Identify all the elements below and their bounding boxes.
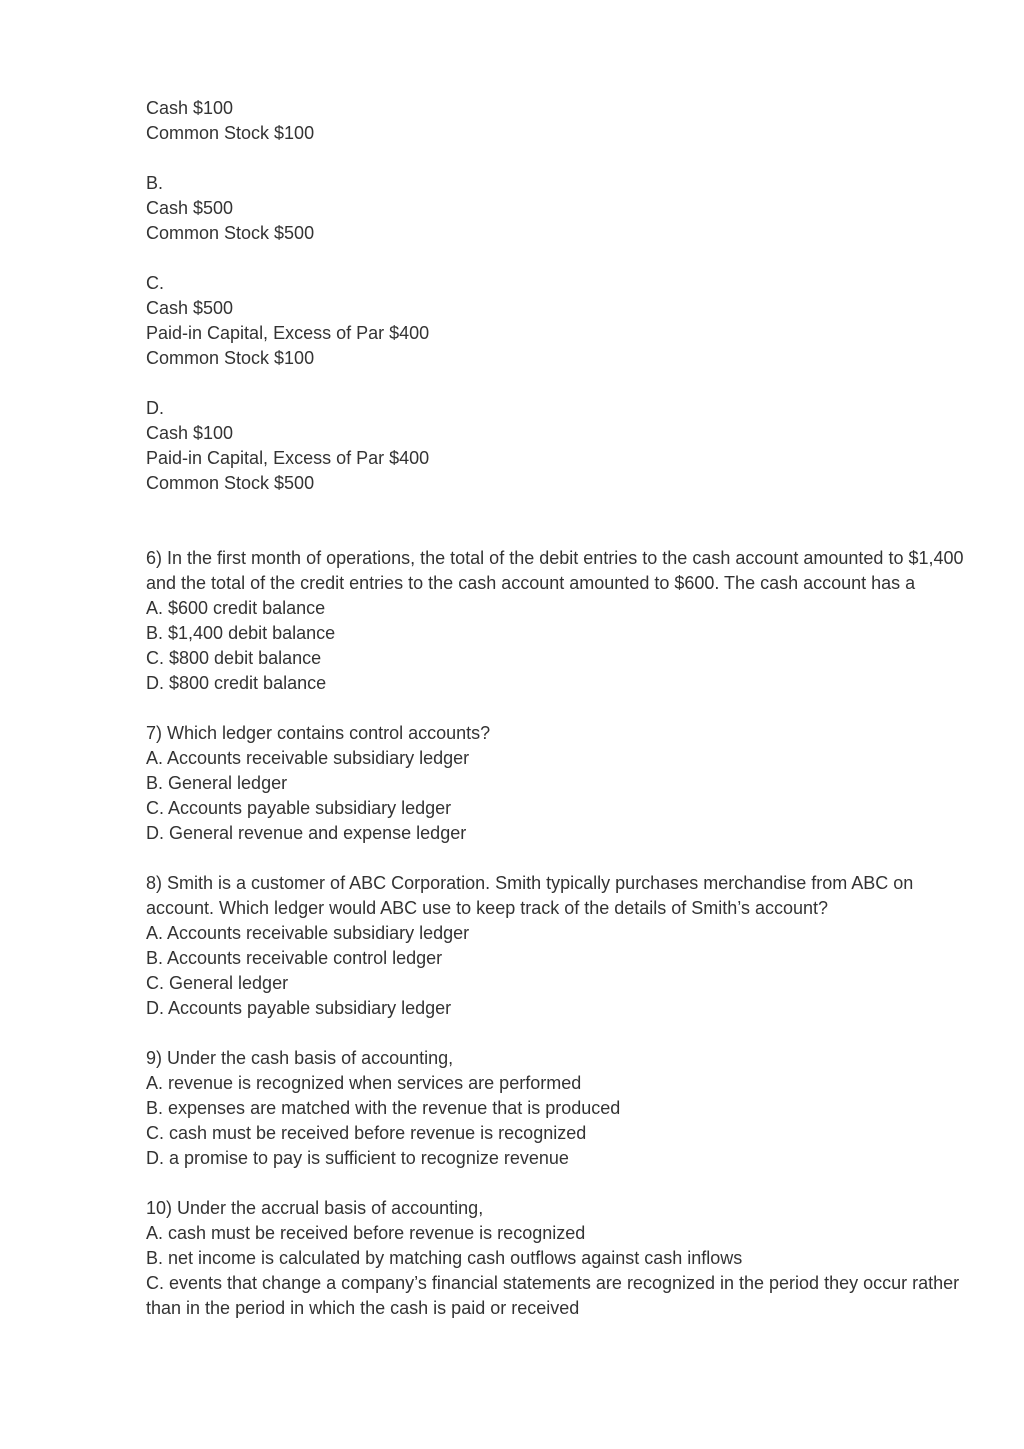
answer-option: C. cash must be received before revenue is recognized (146, 1123, 587, 1143)
answer-option: C. events that change a company’s financial statements are recognized in the period they occur rather than in the period in which the cash is paid or received (146, 1273, 960, 1318)
entry-line: Common Stock $100 (146, 348, 315, 368)
document-page (146, 96, 976, 1321)
entry-line: Cash $500 (146, 198, 234, 218)
entry-line: Common Stock $500 (146, 473, 315, 493)
q5-option-d (146, 396, 976, 496)
question-7 (146, 721, 976, 846)
entry-line: Common Stock $100 (146, 123, 315, 143)
answer-option: B. net income is calculated by matching cash outflows against cash inflows (146, 1248, 743, 1268)
answer-option: B. Accounts receivable control ledger (146, 948, 443, 968)
q5-option-b (146, 171, 976, 246)
option-letter: B. (146, 173, 164, 193)
option-letter: C. (146, 273, 164, 293)
q5-option-a-entries (146, 96, 976, 146)
question-stem: 10) Under the accrual basis of accounting, (146, 1198, 484, 1218)
answer-option: A. $600 credit balance (146, 598, 326, 618)
answer-option: A. Accounts receivable subsidiary ledger (146, 923, 470, 943)
entry-line: Cash $100 (146, 98, 234, 118)
entry-line: Cash $500 (146, 298, 234, 318)
answer-option: D. a promise to pay is sufficient to recognize revenue (146, 1148, 569, 1168)
answer-option: B. $1,400 debit balance (146, 623, 336, 643)
answer-option: A. cash must be received before revenue is recognized (146, 1223, 586, 1243)
answer-option: C. Accounts payable subsidiary ledger (146, 798, 452, 818)
question-stem: 8) Smith is a customer of ABC Corporation. Smith typically purchases merchandise from ABC on account. Which ledger would ABC use to keep track of the details of Smith’s account? (146, 873, 914, 918)
question-8 (146, 871, 976, 1021)
q5-option-c (146, 271, 976, 371)
option-letter: D. (146, 398, 164, 418)
answer-option: B. expenses are matched with the revenue that is produced (146, 1098, 621, 1118)
question-9 (146, 1046, 976, 1171)
entry-line: Common Stock $500 (146, 223, 315, 243)
answer-option: B. General ledger (146, 773, 288, 793)
answer-option: A. Accounts receivable subsidiary ledger (146, 748, 470, 768)
question-stem: 9) Under the cash basis of accounting, (146, 1048, 454, 1068)
entry-line: Paid-in Capital, Excess of Par $400 (146, 323, 430, 343)
answer-option: C. General ledger (146, 973, 289, 993)
entry-line: Cash $100 (146, 423, 234, 443)
question-6 (146, 546, 976, 696)
answer-option: D. $800 credit balance (146, 673, 327, 693)
entry-line: Paid-in Capital, Excess of Par $400 (146, 448, 430, 468)
answer-option: C. $800 debit balance (146, 648, 322, 668)
answer-option: D. Accounts payable subsidiary ledger (146, 998, 452, 1018)
question-stem: 6) In the first month of operations, the total of the debit entries to the cash account amounted to $1,400 and the total of the credit entries to the cash account amounted to $600. The cash account has a (146, 548, 964, 593)
answer-option: D. General revenue and expense ledger (146, 823, 467, 843)
question-10 (146, 1196, 976, 1321)
question-stem: 7) Which ledger contains control accounts? (146, 723, 491, 743)
answer-option: A. revenue is recognized when services are performed (146, 1073, 582, 1093)
